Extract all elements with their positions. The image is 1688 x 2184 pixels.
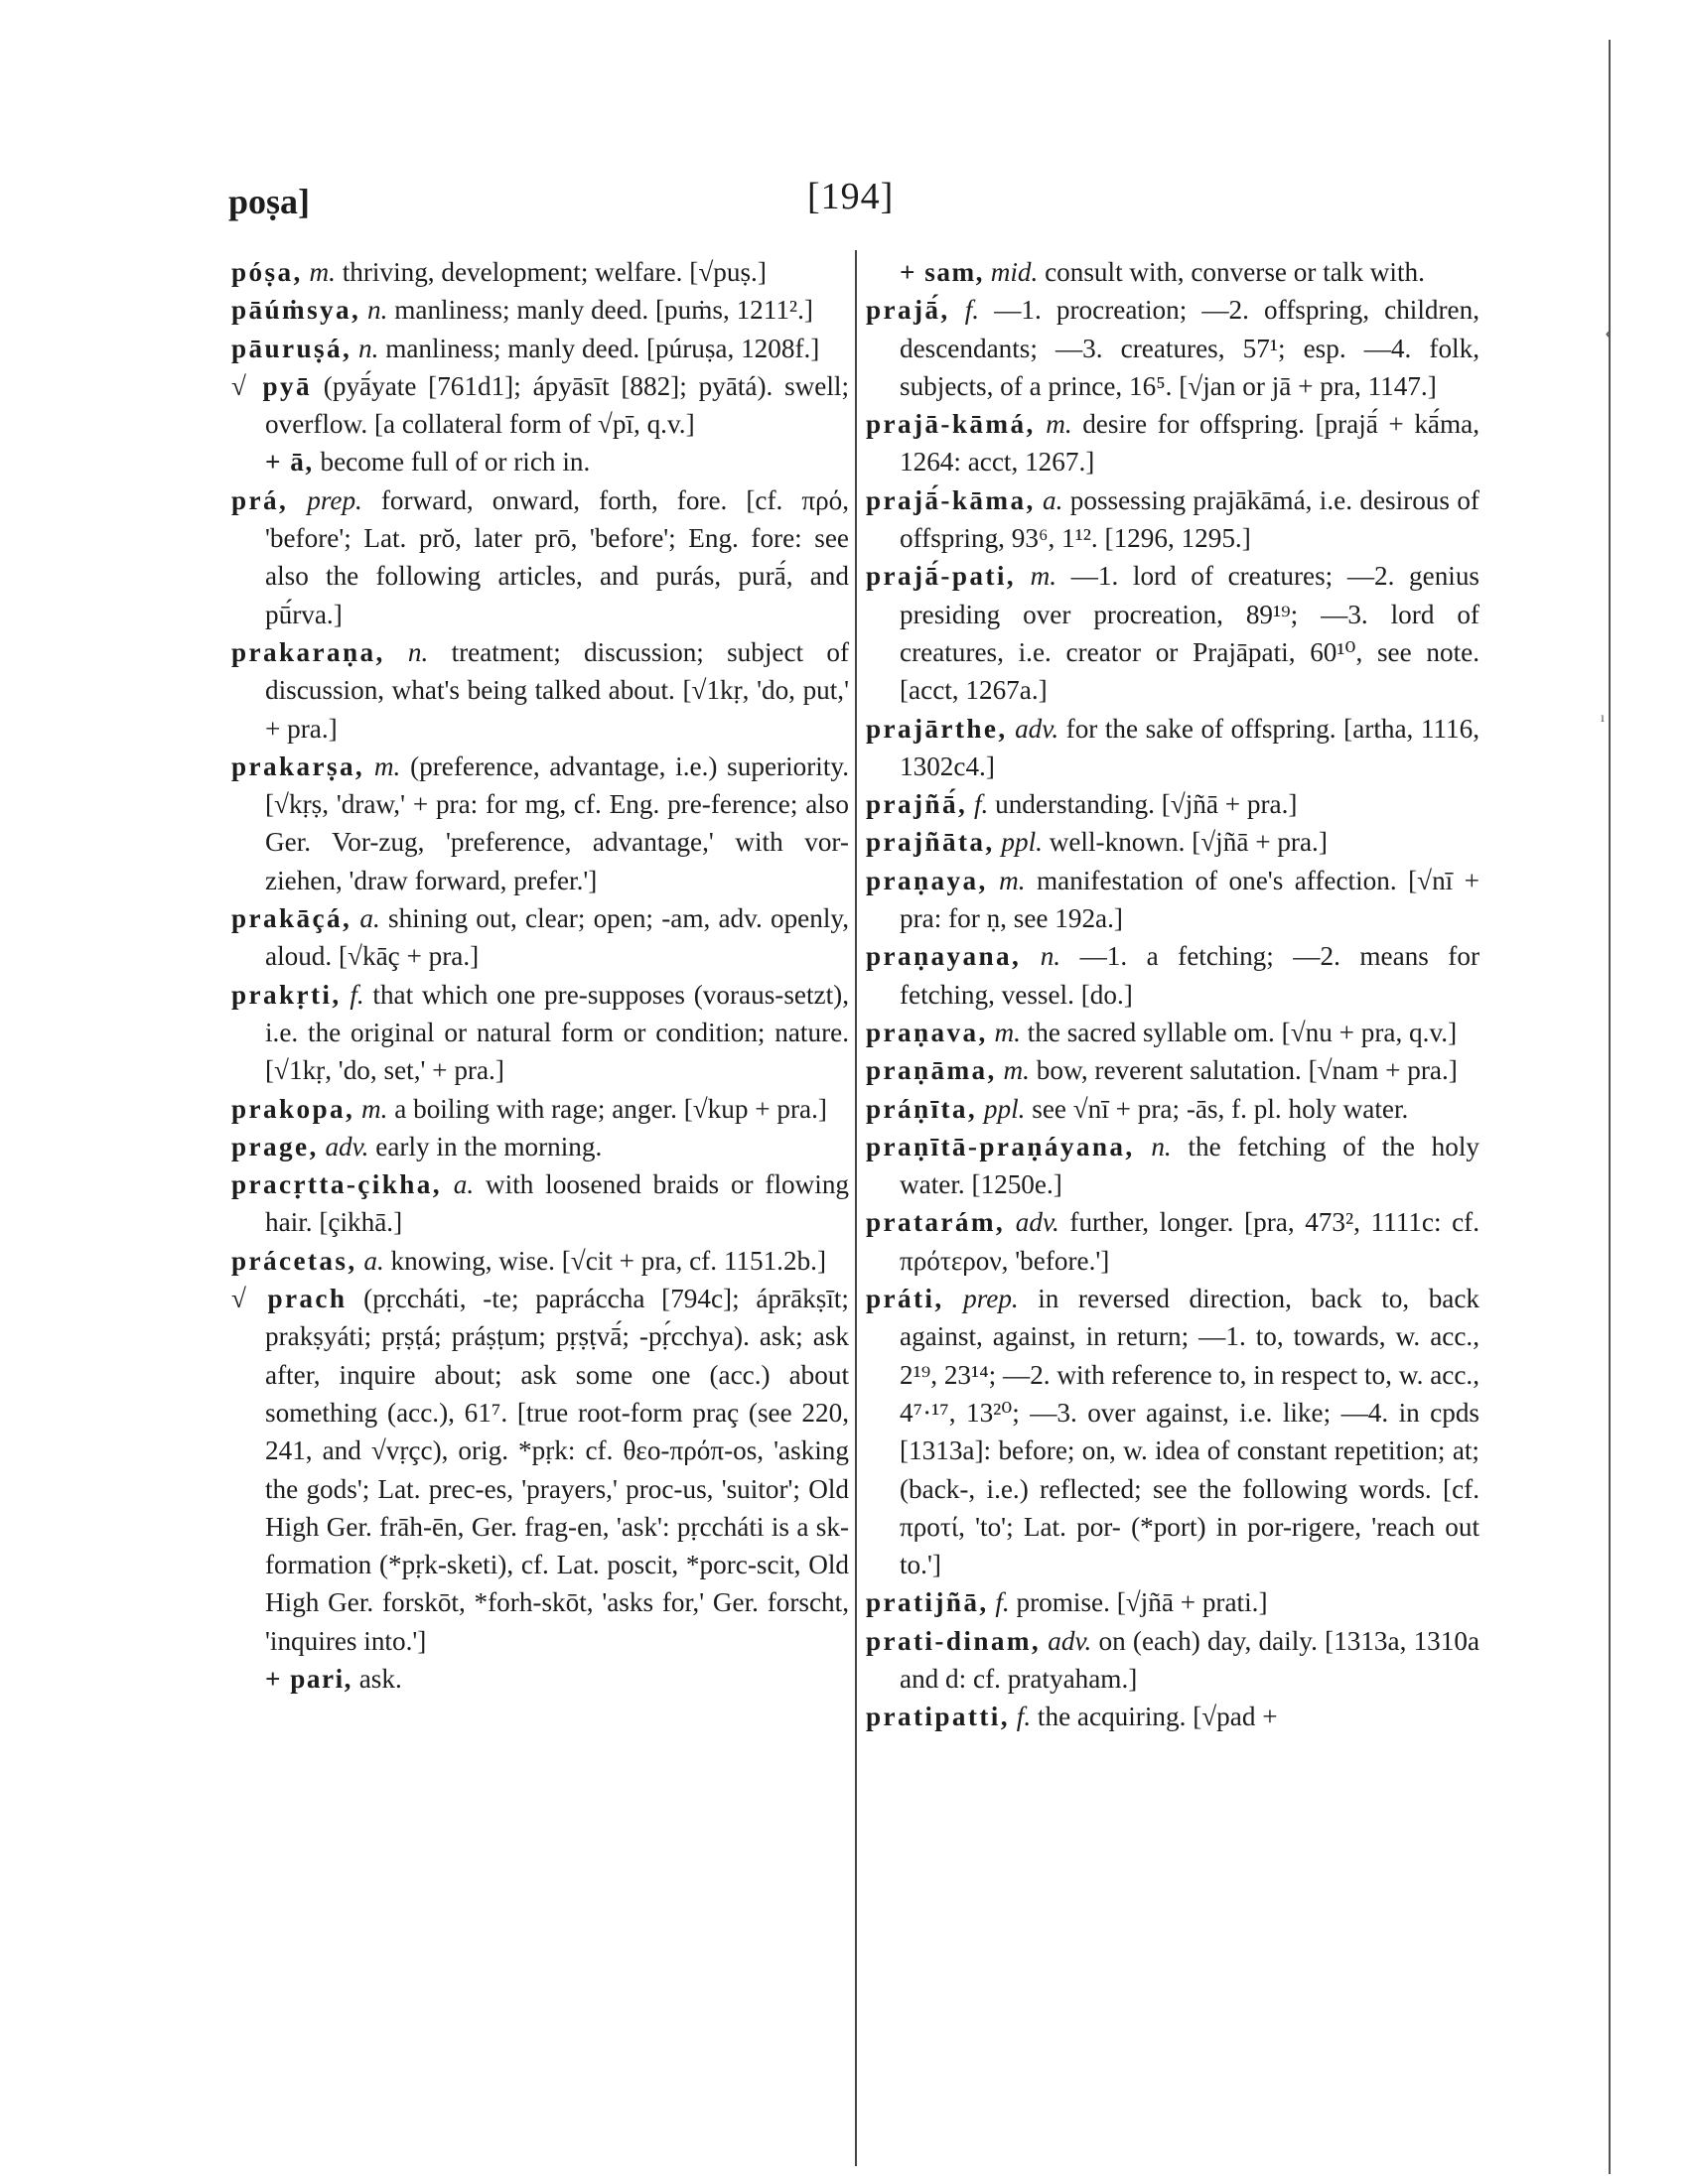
dictionary-entry (866, 1051, 1479, 1089)
entry-part-of-speech: m. (361, 1093, 388, 1124)
entry-part-of-speech: adv. (325, 1131, 369, 1161)
left-column (231, 253, 849, 1698)
entry-part-of-speech: adv. (1048, 1625, 1092, 1656)
entry-etymology: [√jñā + pra.] (1192, 827, 1328, 858)
entry-etymology: [√nu + pra, q.v.] (1281, 1017, 1458, 1047)
dictionary-entry (866, 1698, 1479, 1735)
entry-lemma: pratijñā, (866, 1587, 989, 1618)
entry-lemma: pratarám, (866, 1207, 1006, 1238)
entry-lemma: prakṛti, (231, 979, 342, 1010)
entry-part-of-speech: n. (358, 333, 379, 363)
dictionary-entry (866, 405, 1479, 481)
dictionary-entry (231, 1165, 849, 1242)
entry-part-of-speech: m. (1003, 1055, 1030, 1086)
entry-part-of-speech: adv. (1015, 1207, 1059, 1238)
entry-lemma: prajā́-pati, (866, 561, 1017, 592)
dictionary-entry (231, 899, 849, 976)
entry-etymology: [cf. προτί, 'to'; Lat. por- (*port) in por-rigere, 'reach out to.'] (900, 1473, 1480, 1580)
entry-part-of-speech: f. (350, 979, 364, 1010)
right-column (866, 253, 1479, 1736)
dictionary-entry (231, 481, 849, 633)
running-headword: poṣa] (228, 182, 311, 221)
entry-definition: for the sake of offspring. (1065, 713, 1336, 744)
entry-lemma: prácetas, (231, 1245, 357, 1276)
entry-definition: with loosened braids or flowing hair. (265, 1169, 850, 1238)
entry-definition: early in the morning. (375, 1131, 603, 1161)
entry-part-of-speech: prep. (307, 484, 362, 515)
entry-lemma: √ prach (231, 1284, 348, 1314)
dictionary-entry (231, 1128, 849, 1165)
entry-etymology: [pra, 473², 1111c: cf. πρότερον, 'before.'] (900, 1207, 1480, 1276)
entry-part-of-speech: f. (973, 789, 989, 820)
entry-definition: promise. (1016, 1587, 1110, 1618)
entry-part-of-speech: n. (407, 636, 429, 667)
entry-lemma: prakāçá, (231, 903, 352, 934)
entry-definition: further, longer. (1069, 1207, 1234, 1238)
entry-definition: desire for offspring. (1082, 409, 1305, 440)
entry-part-of-speech: m. (994, 1017, 1021, 1047)
entry-definition: shining out, clear; open; -am, adv. openly, aloud. (265, 903, 850, 972)
dictionary-entry (866, 1128, 1479, 1204)
entry-lemma: pratipatti, (866, 1702, 1010, 1732)
dictionary-entry (231, 1242, 849, 1280)
margin-mark: ı (1601, 711, 1605, 726)
entry-definition: (preference, advantage, i.e.) superiority. (410, 751, 850, 781)
entry-etymology: [√kāç + pra.] (339, 941, 480, 972)
entry-definition: treatment; discussion; subject of discussion, what's being talked about. (265, 636, 850, 706)
entry-etymology: [√jñā + prati.] (1116, 1587, 1268, 1618)
entry-lemma: práti, (866, 1284, 944, 1314)
entry-definition: forward, onward, forth, fore. (380, 484, 728, 515)
entry-definition: see √nī + pra; -ās, f. pl. holy water. (1032, 1093, 1409, 1124)
entry-definition: the acquiring. (1037, 1702, 1187, 1732)
entry-lemma: praṇayana, (866, 941, 1022, 972)
entry-etymology: [√pad + (1193, 1702, 1278, 1732)
entry-definition: —1. a fetching; —2. means for fetching, vessel. (900, 941, 1479, 1010)
entry-lemma: pracṛtta-çikha, (231, 1169, 442, 1200)
entry-lemma: + pari, (265, 1663, 352, 1694)
entry-lemma: prá, (231, 484, 289, 515)
dictionary-entry (866, 291, 1479, 405)
dictionary-entry (866, 1203, 1479, 1280)
entry-lemma: praṇītā-praṇáyana, (866, 1131, 1135, 1161)
entry-definition: the fetching of the holy water. (900, 1131, 1480, 1200)
dictionary-entry (866, 1583, 1479, 1621)
dictionary-entry (231, 976, 849, 1090)
entry-part-of-speech: mid. (990, 257, 1039, 287)
entry-definition: bow, reverent salutation. (1036, 1055, 1302, 1086)
entry-part-of-speech: m. (373, 751, 401, 781)
dictionary-entry (231, 1280, 849, 1660)
entry-etymology: [artha, 1116, 1302c4.] (900, 713, 1480, 781)
entry-etymology: [1296, 1295.] (1104, 523, 1251, 554)
entry-lemma: pāuruṣá, (231, 333, 352, 363)
entry-etymology: [acct, 1267a.] (900, 675, 1048, 706)
entry-part-of-speech: m. (309, 257, 336, 287)
entry-lemma: prage, (231, 1131, 319, 1161)
entry-part-of-speech: f. (964, 295, 980, 326)
dictionary-entry (231, 1660, 849, 1698)
entry-part-of-speech: a. (1043, 484, 1063, 515)
entry-definition: that which one pre-supposes (voraus-setzt), i.e. the original or natural form or condition; nature. (265, 979, 850, 1047)
entry-part-of-speech: adv. (1015, 713, 1059, 744)
entry-definition: manliness; manly deed. (385, 333, 640, 363)
entry-definition: ask. (358, 1663, 402, 1694)
entry-etymology: [true root-form praç (see 220, 241, and √vṛçc), orig. *pṛk: cf. θεο-πρόπ-os, 'asking the gods'; Lat. prec-es, 'prayers,' proc-us, 'suitor'; Old High Ger. frāh-ēn, Ger. frag-en, 'ask': pṛccháti is a sk-formation (*pṛk-sketi), cf. Lat. poscit, *porc-scit, Old High Ger. forskōt, *forh-skōt, 'asks for,' Ger. forscht, 'inquires into.'] (265, 1397, 849, 1656)
dictionary-entry (866, 823, 1479, 861)
entry-etymology: [√jan or jā + pra, 1147.] (1179, 370, 1437, 401)
entry-etymology: [√1kṛ, 'do, set,' + pra.] (265, 1055, 504, 1086)
dictionary-entry (866, 937, 1479, 1014)
entry-definition: thriving, development; welfare. (342, 257, 683, 287)
entry-definition: manifestation of one's affection. (1037, 865, 1397, 895)
dictionary-entry (231, 633, 849, 748)
entry-lemma: práṇīta, (866, 1093, 978, 1124)
entry-lemma: prajā́, (866, 295, 950, 326)
dictionary-entry (866, 785, 1479, 823)
entry-definition: become full of or rich in. (320, 447, 591, 478)
column-divider (855, 250, 857, 2166)
margin-mark: ‹ (1605, 320, 1613, 344)
entry-part-of-speech: n. (367, 295, 388, 326)
entry-etymology: [puṁs, 1211².] (655, 295, 813, 326)
entry-etymology: [1250e.] (971, 1169, 1062, 1200)
dictionary-entry (231, 253, 849, 291)
entry-etymology: [púruṣa, 1208f.] (645, 333, 820, 363)
entry-lemma: prajā-kāmá, (866, 409, 1036, 440)
entry-part-of-speech: n. (1040, 941, 1061, 972)
entry-lemma: praṇāma, (866, 1055, 997, 1086)
entry-definition: the sacred syllable om. (1027, 1017, 1275, 1047)
dictionary-entry (231, 367, 849, 444)
entry-lemma: pāúṁsya, (231, 295, 361, 326)
entry-part-of-speech: m. (1046, 409, 1072, 440)
entry-part-of-speech: a. (453, 1169, 475, 1200)
entry-part-of-speech: a. (363, 1245, 384, 1276)
entry-lemma: prakarṣa, (231, 751, 365, 781)
entry-lemma: + sam, (900, 257, 984, 287)
entry-lemma: prakopa, (231, 1093, 355, 1124)
dictionary-entry (866, 481, 1479, 558)
entry-definition: manliness; manly deed. (394, 295, 649, 326)
entry-definition: knowing, wise. (390, 1245, 555, 1276)
entry-etymology: [√cit + pra, cf. 1151.2b.] (561, 1245, 827, 1276)
entry-lemma: praṇaya, (866, 865, 988, 895)
dictionary-entry (231, 748, 849, 899)
entry-lemma: prati-dinam, (866, 1625, 1042, 1656)
entry-etymology: [√puṣ.] (689, 257, 767, 287)
entry-lemma: prajā́-kāma, (866, 484, 1036, 515)
entry-definition: a boiling with rage; anger. (394, 1093, 677, 1124)
dictionary-entry (866, 557, 1479, 709)
dictionary-entry (231, 291, 849, 329)
entry-part-of-speech: ppl. (983, 1093, 1026, 1124)
entry-etymology: [√jñā + pra.] (1161, 789, 1298, 820)
entry-part-of-speech: m. (999, 865, 1026, 895)
entry-lemma: prajārthe, (866, 713, 1008, 744)
entry-lemma: póṣa, (231, 257, 303, 287)
dictionary-entry (866, 253, 1479, 291)
entry-etymology: [√1kṛ, 'do, put,' + pra.] (265, 675, 850, 744)
entry-etymology: [√nī + pra: for ṇ, see 192a.] (900, 865, 1479, 934)
entry-etymology: [√kup + pra.] (683, 1093, 827, 1124)
entry-part-of-speech: ppl. (1001, 827, 1043, 858)
dictionary-entry (866, 862, 1479, 938)
entry-etymology: [do.] (1080, 979, 1133, 1010)
dictionary-entry (231, 1090, 849, 1128)
entry-etymology: [a collateral form of √pī, q.v.] (373, 409, 695, 440)
entry-lemma: praṇava, (866, 1017, 988, 1047)
entry-lemma: + ā, (265, 447, 314, 478)
dictionary-entry (866, 1622, 1479, 1699)
page-number: [194] (807, 176, 895, 217)
entry-part-of-speech: f. (1016, 1702, 1032, 1732)
dictionary-entry (866, 710, 1479, 786)
entry-definition: —1. procreation; —2. offspring, children, descendants; —3. creatures, 57¹; esp. —4. folk, subjects, of a prince, 16⁵. (900, 295, 1479, 401)
entry-lemma: prakaraṇa, (231, 636, 385, 667)
entry-etymology: [cf. πρό, 'before'; Lat. prŏ, later prō, 'before'; Eng. fore: see also the following articles, and purás, purā́, and pū́rva.] (265, 484, 850, 629)
entry-definition: well-known. (1049, 827, 1186, 858)
entry-etymology: [√nam + pra.] (1308, 1055, 1458, 1086)
entry-etymology: [1313a, 1310a and d: cf. pratyaham.] (900, 1625, 1480, 1694)
entry-part-of-speech: m. (1030, 561, 1057, 592)
entry-lemma: prajñāta, (866, 827, 995, 858)
entry-definition: on (each) day, daily. (1098, 1625, 1318, 1656)
entry-definition: —1. lord of creatures; —2. genius presiding over procreation, 89¹⁹; —3. lord of creatures, i.e. creator or Prajāpati, 60¹⁰, see note. (900, 561, 1480, 667)
dictionary-entry (231, 330, 849, 367)
entry-definition: (pṛccháti, -te; papráccha [794c]; áprākṣīt; prakṣyáti; pṛṣṭá; práṣṭum; pṛṣṭvā́; -pṛ́cchya). ask; ask after, inquire about; ask some one (acc.) about something (acc.), 61⁷. (265, 1284, 849, 1428)
entry-part-of-speech: a. (359, 903, 380, 934)
entry-definition: possessing prajākāmá, i.e. desirous of offspring, 93⁶, 1¹². (900, 484, 1479, 554)
dictionary-entry (866, 1090, 1479, 1128)
entry-definition: (pyā́yate [761d1]; ápyāsīt [882]; pyātá). swell; overflow. (265, 370, 850, 440)
entry-lemma: √ pyā (231, 370, 313, 401)
dictionary-entry (866, 1014, 1479, 1051)
entry-part-of-speech: f. (995, 1587, 1010, 1618)
scan-edge-line (1609, 40, 1611, 2174)
entry-definition: consult with, converse or talk with. (1045, 257, 1425, 287)
dictionary-entry (231, 443, 849, 480)
entry-part-of-speech: n. (1151, 1131, 1172, 1161)
dictionary-entry (866, 1280, 1479, 1583)
entry-etymology: [prajā́ + kā́ma, 1264: acct, 1267.] (900, 409, 1479, 478)
entry-etymology: [√kṛṣ, 'draw,' + pra: for mg, cf. Eng. pre-ference; also Ger. Vor-zug, 'preference, advantage,' with vor-ziehen, 'draw forward, prefer.'] (265, 789, 849, 895)
entry-etymology: [çikhā.] (319, 1207, 403, 1238)
entry-definition: in reversed direction, back to, back against, against, in return; —1. to, towards, w. acc., 2¹⁹, 23¹⁴; —2. with reference to, in respect to, w. acc., 4⁷·¹⁷, 13²⁰; —3. over against, i.e. like; —4. in cpds [1313a]: before; on, w. idea of constant repetition; at; (back-, i.e.) reflected; see the following words. (900, 1284, 1480, 1504)
entry-definition: understanding. (995, 789, 1155, 820)
entry-lemma: prajñā́, (866, 789, 968, 820)
entry-part-of-speech: prep. (963, 1284, 1019, 1314)
